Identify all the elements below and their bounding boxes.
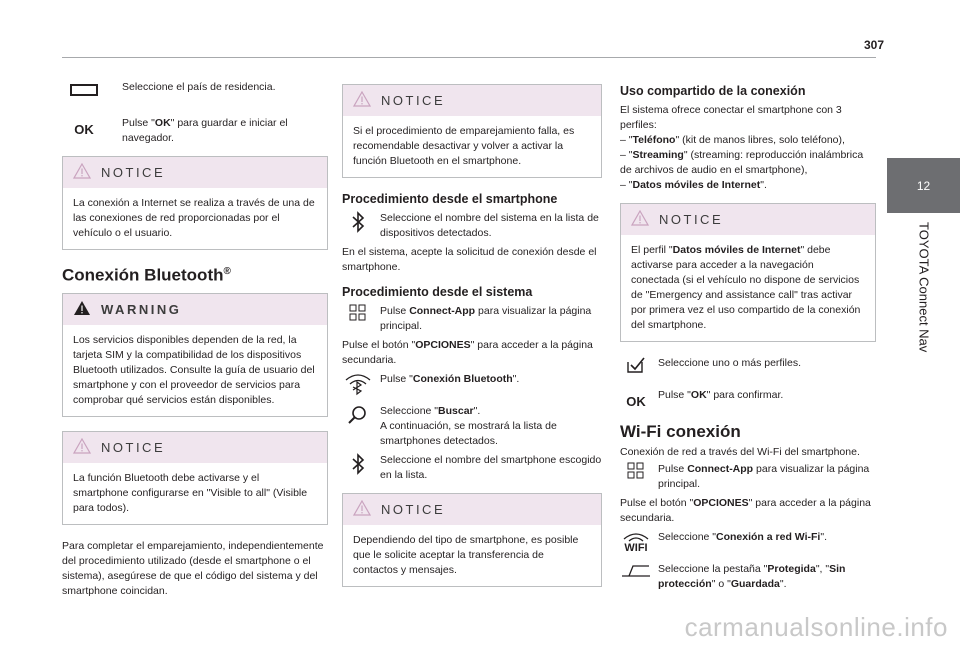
step-bold: OK — [690, 389, 707, 401]
profile-post: " (streaming: reproducción inalámbrica de archivos de audio en el smartphone), — [620, 149, 864, 176]
heading-from-smartphone: Procedimiento desde el smartphone — [342, 192, 558, 206]
notice-header — [621, 204, 875, 235]
warning-triangle-icon — [73, 300, 91, 319]
step-post: ". — [820, 531, 828, 543]
bluetooth-icon — [342, 211, 374, 233]
para-pre: Pulse el botón " — [620, 497, 694, 509]
step-select-system — [342, 211, 602, 241]
warning-box — [62, 293, 328, 417]
pairing-paragraph: Para completar el emparejamiento, independientemente del procedimiento utilizado (desde el smartphone o el sistema), asegúrese de que el código del sistema y del smartphone coincidan. — [62, 539, 324, 597]
step-text: Seleccione el nombre del smartphone escogido en la lista. — [380, 454, 602, 481]
warning-triangle-icon — [353, 500, 371, 519]
warning-header — [63, 294, 327, 325]
bluetooth-heading — [62, 264, 328, 283]
apps-grid-icon — [620, 462, 652, 480]
column-1 — [62, 80, 328, 603]
notice-header — [63, 157, 327, 188]
step-ok — [62, 116, 328, 146]
top-rule — [62, 57, 876, 58]
step-pre: Pulse " — [658, 389, 691, 401]
warning-triangle-icon — [353, 91, 371, 110]
step-bold: Conexión Bluetooth — [412, 373, 513, 385]
warning-title: WARNING — [101, 301, 182, 317]
notice-text: La función Bluetooth debe activarse y el smartphone configurarse en "Visible to all" (Visible para todos). — [73, 471, 308, 514]
step-text: Seleccione el nombre del sistema en la lista de dispositivos detectados. — [380, 212, 599, 239]
step-pre: Pulse — [658, 463, 688, 475]
wifi-icon — [620, 530, 652, 554]
step-ok-pre: Pulse " — [122, 117, 155, 129]
notice-bold: Datos móviles de Internet — [672, 244, 801, 256]
para-pre: Pulse el botón " — [342, 339, 416, 351]
page-number: 307 — [863, 38, 884, 52]
step-text: Seleccione uno o más perfiles. — [658, 357, 801, 369]
step-post: para visualizar la página principal. — [658, 463, 870, 490]
watermark: carmanualsonline.info — [684, 612, 948, 642]
chapter-title: TOYOTA Connect Nav — [916, 222, 932, 353]
notice-header — [63, 432, 327, 463]
step-post: ". — [779, 578, 787, 590]
notice-title: NOTICE — [101, 165, 166, 180]
step-wifi-connect-app — [620, 462, 876, 492]
text-field-icon — [66, 82, 102, 98]
para-bold: OPCIONES — [415, 339, 471, 351]
step-bold: Conexión a red Wi-Fi — [716, 531, 821, 543]
notice-box-internet — [62, 156, 328, 250]
notice-title: NOTICE — [381, 93, 446, 108]
column-3 — [620, 80, 876, 596]
step-select-smartphone — [342, 453, 602, 483]
profile-post: ". — [760, 179, 767, 191]
step-post: " para confirmar. — [706, 389, 784, 401]
notice-title: NOTICE — [381, 502, 446, 517]
para-post: " para acceder a la página secundaria. — [342, 339, 593, 366]
step-bold-3: Guardada — [730, 578, 780, 590]
notice-box-contacts — [342, 493, 602, 587]
profile-bold: Datos móviles de Internet — [632, 179, 761, 191]
ok-icon: OK — [626, 394, 646, 409]
bluetooth-icon — [342, 453, 374, 475]
step-bold: Connect-App — [409, 305, 476, 317]
apps-grid-icon — [342, 304, 374, 322]
step-pre: Pulse " — [380, 373, 413, 385]
wifi-heading: Wi-Fi conexión — [620, 422, 741, 441]
step-mid-2: " o " — [711, 578, 731, 590]
bluetooth-wave-icon — [342, 372, 374, 396]
notice-pre: El perfil " — [631, 244, 673, 256]
profile-bold: Streaming — [632, 149, 684, 161]
step-confirm — [620, 388, 876, 410]
heading-from-system: Procedimiento desde el sistema — [342, 285, 533, 299]
notice-text — [621, 235, 875, 341]
heading-connection-sharing: Uso compartido de la conexión — [620, 84, 806, 98]
step-ok-bold: OK — [154, 117, 171, 129]
notice-header — [343, 85, 601, 116]
notice-text: Si el procedimiento de emparejamiento falla, es recomendable desactivar y volver a activar la función Bluetooth en el smartphone. — [353, 125, 575, 167]
step-post: ". — [473, 405, 481, 417]
warning-text: Los servicios disponibles dependen de la red, la tarjeta SIM y la compatibilidad de los dispositivos Bluetooth utilizados. Consulte la guía de usuario del smartphone y con el proveedor de servicios para comprobar qué servicios están disponibles. — [73, 333, 315, 406]
step-ok-post: " para guardar e iniciar el navegador. — [122, 117, 288, 144]
wifi-intro: Conexión de red a través del Wi-Fi del smartphone. — [620, 446, 860, 458]
notice-box-pairing — [342, 84, 602, 178]
notice-title: NOTICE — [659, 212, 724, 227]
ok-icon: OK — [74, 122, 94, 137]
step-country-text: Seleccione el país de residencia. — [122, 81, 276, 93]
warning-triangle-icon — [73, 438, 91, 457]
step-bluetooth-connection — [342, 372, 602, 394]
step-pre: Pulse — [380, 305, 410, 317]
profile-post: " (kit de manos libres, solo teléfono), — [675, 134, 845, 146]
notice-box-mobile-data — [620, 203, 876, 342]
step-wifi-network — [620, 530, 876, 558]
tab-icon — [620, 562, 652, 578]
bluetooth-title: Conexión Bluetooth — [62, 265, 224, 285]
warning-triangle-icon — [631, 210, 649, 229]
step-connect-app — [342, 304, 602, 334]
search-icon — [342, 404, 374, 426]
step-select-profiles — [620, 356, 876, 378]
notice-text: La conexión a Internet se realiza a través de una de las conexiones de red proporcionadas por el vehículo o el usuario. — [73, 197, 315, 239]
notice-post: " debe activarse para acceder a la navegación conectada (si el vehículo no dispone de servicios de "Emergency and assistance call" tras activar por primera vez el uso compartido de la conexión del smartphone. — [631, 244, 861, 331]
step-mid: ", " — [815, 563, 830, 575]
step-pre: Seleccione " — [380, 405, 439, 417]
registered-mark: ® — [223, 266, 231, 277]
options-paragraph — [342, 338, 602, 368]
wifi-icon-label: WIFI — [624, 542, 648, 554]
step-post: para visualizar la página principal. — [380, 305, 592, 332]
step-search — [342, 404, 602, 449]
notice-box-bluetooth — [62, 431, 328, 525]
profile-streaming: – "Streaming" (streaming: reproducción inalámbrica de archivos de audio en el smartphone), — [620, 149, 864, 176]
step-bold-2: Sin protección — [658, 563, 846, 590]
profile-bold: Teléfono — [632, 134, 676, 146]
notice-text: Dependiendo del tipo de smartphone, es posible que le solicite aceptar la transferencia de contactos y mensajes. — [353, 534, 579, 576]
step-pre: Seleccione la pestaña " — [658, 563, 768, 575]
step-pre: Seleccione " — [658, 531, 717, 543]
chapter-tab[interactable]: 12 — [887, 158, 960, 213]
checkbox-icon — [620, 356, 652, 374]
phone-paragraph: En el sistema, acepte la solicitud de conexión desde el smartphone. — [342, 246, 597, 273]
profile-mobile-data: – "Datos móviles de Internet". — [620, 179, 767, 191]
para-post: " para acceder a la página secundaria. — [620, 497, 871, 524]
notice-title: NOTICE — [101, 439, 166, 455]
para-bold: OPCIONES — [693, 497, 749, 509]
step-wifi-tab — [620, 562, 876, 592]
share-intro: El sistema ofrece conectar el smartphone con 3 perfiles: — [620, 104, 842, 131]
step-post: ". — [512, 373, 520, 385]
wifi-options-paragraph — [620, 496, 876, 526]
column-2 — [342, 80, 602, 601]
warning-triangle-icon — [73, 163, 91, 182]
step-bold: Connect-App — [687, 463, 754, 475]
step-line2: A continuación, se mostrará la lista de smartphones detectados. — [380, 420, 557, 447]
notice-header — [343, 494, 601, 525]
profile-phone: – "Teléfono" (kit de manos libres, solo teléfono), — [620, 134, 845, 146]
step-bold: Buscar — [438, 405, 474, 417]
step-bold-1: Protegida — [767, 563, 816, 575]
step-select-country — [62, 80, 328, 102]
